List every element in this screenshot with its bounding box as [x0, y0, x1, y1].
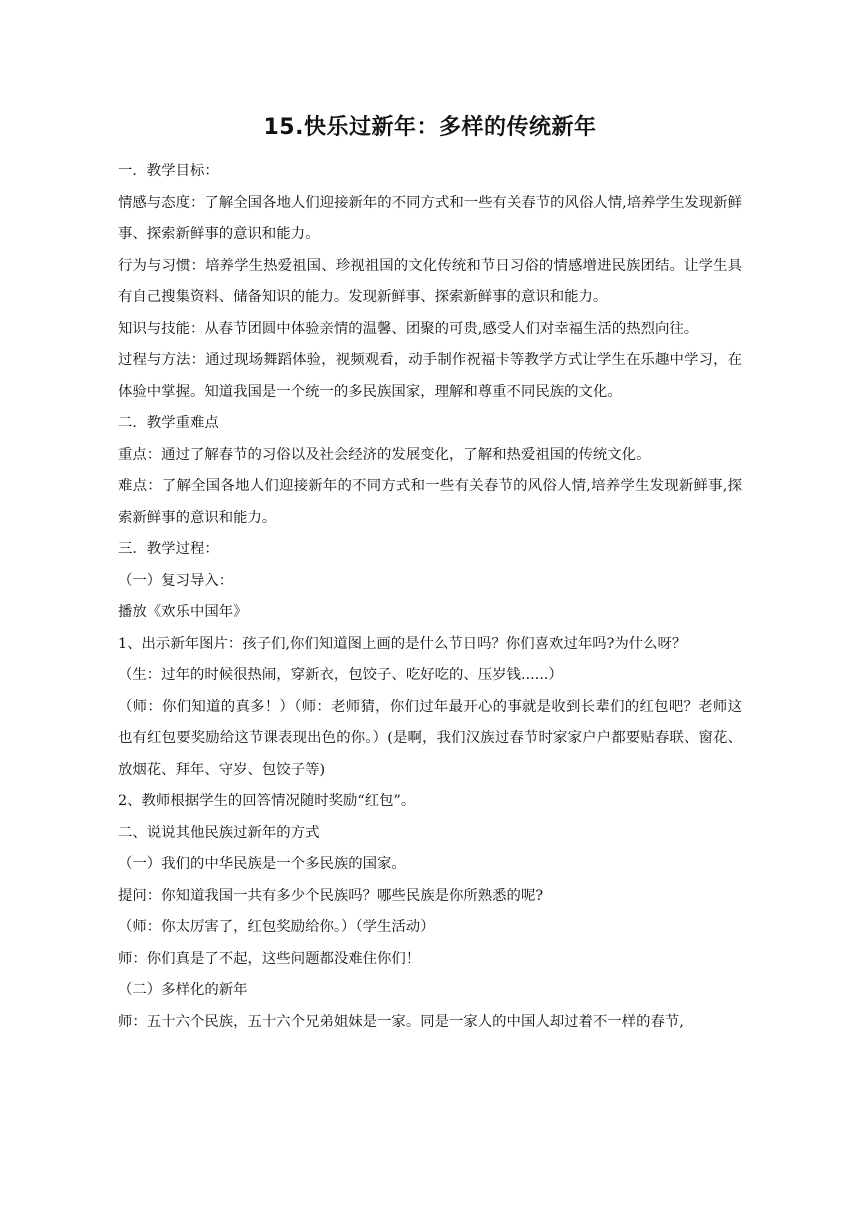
- document-title: 15.快乐过新年：多样的传统新年: [263, 115, 597, 140]
- subheading-review-intro: （一）复习导入：: [118, 572, 234, 589]
- paragraph-play-song: 播放《欢乐中国年》: [118, 604, 248, 620]
- section-heading-process: 三．教学过程：: [118, 541, 219, 557]
- section-heading-other-ethnic: 二、说说其他民族过新年的方式: [118, 824, 320, 841]
- subheading-diverse-new-year: （二）多样化的新年: [118, 982, 248, 998]
- paragraph-student-answer: （生：过年的时候很热闹，穿新衣，包饺子、吃好吃的、压岁钱......）: [118, 667, 563, 683]
- paragraph-difficult-point: 难点：了解全国各地人们迎接新年的不同方式和一些有关春节的风俗人情,培养学生发现新鲜事,探索新鲜事的意识和能力。: [118, 478, 742, 526]
- paragraph-process-methods: 过程与方法：通过现场舞蹈体验，视频观看，动手制作祝福卡等教学方式让学生在乐趣中学习，在体验中掌握。知道我国是一个统一的多民族国家，理解和尊重不同民族的文化。: [118, 352, 742, 400]
- paragraph-knowledge-skills: 知识与技能：从春节团圆中体验亲情的温馨、团聚的可贵,感受人们对幸福生活的热烈向往。: [118, 320, 699, 337]
- paragraph-question: 提问：你知道我国一共有多少个民族吗？哪些民族是你所熟悉的呢?: [118, 887, 544, 904]
- paragraph-emotion-attitude: 情感与态度：了解全国各地人们迎接新年的不同方式和一些有关春节的风俗人情,培养学生发现新鲜事、探索新鲜事的意识和能力。: [118, 194, 742, 242]
- paragraph-step-1: 1、出示新年图片：孩子们,你们知道图上画的是什么节日吗？你们喜欢过年吗?为什么呀？: [118, 635, 687, 652]
- paragraph-teacher-praise: （师：你太厉害了，红包奖励给你。）（学生活动）: [118, 919, 435, 935]
- document-body: [118, 156, 742, 1038]
- subheading-multi-ethnic: （一）我们的中华民族是一个多民族的国家。: [118, 856, 406, 872]
- section-heading-objectives: 一．教学目标：: [118, 163, 219, 179]
- paragraph-fifty-six-ethnic: 师：五十六个民族，五十六个兄弟姐妹是一家。同是一家人的中国人却过着不一样的春节,: [118, 1013, 684, 1030]
- paragraph-step-2: 2、教师根据学生的回答情况随时奖励“红包”。: [118, 793, 416, 809]
- paragraph-behavior-habits: 行为与习惯：培养学生热爱祖国、珍视祖国的文化传统和节日习俗的情感增进民族团结。让学生具有自己搜集资料、储备知识的能力。发现新鲜事、探索新鲜事的意识和能力。: [118, 257, 742, 305]
- section-heading-key-points: 二．教学重难点: [118, 415, 219, 431]
- paragraph-teacher-remark: 师：你们真是了不起，这些问题都没难住你们！: [118, 950, 421, 967]
- paragraph-key-point: 重点：通过了解春节的习俗以及社会经济的发展变化，了解和热爱祖国的传统文化。: [118, 446, 651, 463]
- paragraph-teacher-dialogue: （师：你们知道的真多！）（师：老师猜，你们过年最开心的事就是收到长辈们的红包吧？老师这也有红包要奖励给这节课表现出色的你。）(是啊，我们汉族过春节时家家户户都要贴春联、窗花、放烟花、拜年、守岁、包饺子等): [118, 698, 742, 778]
